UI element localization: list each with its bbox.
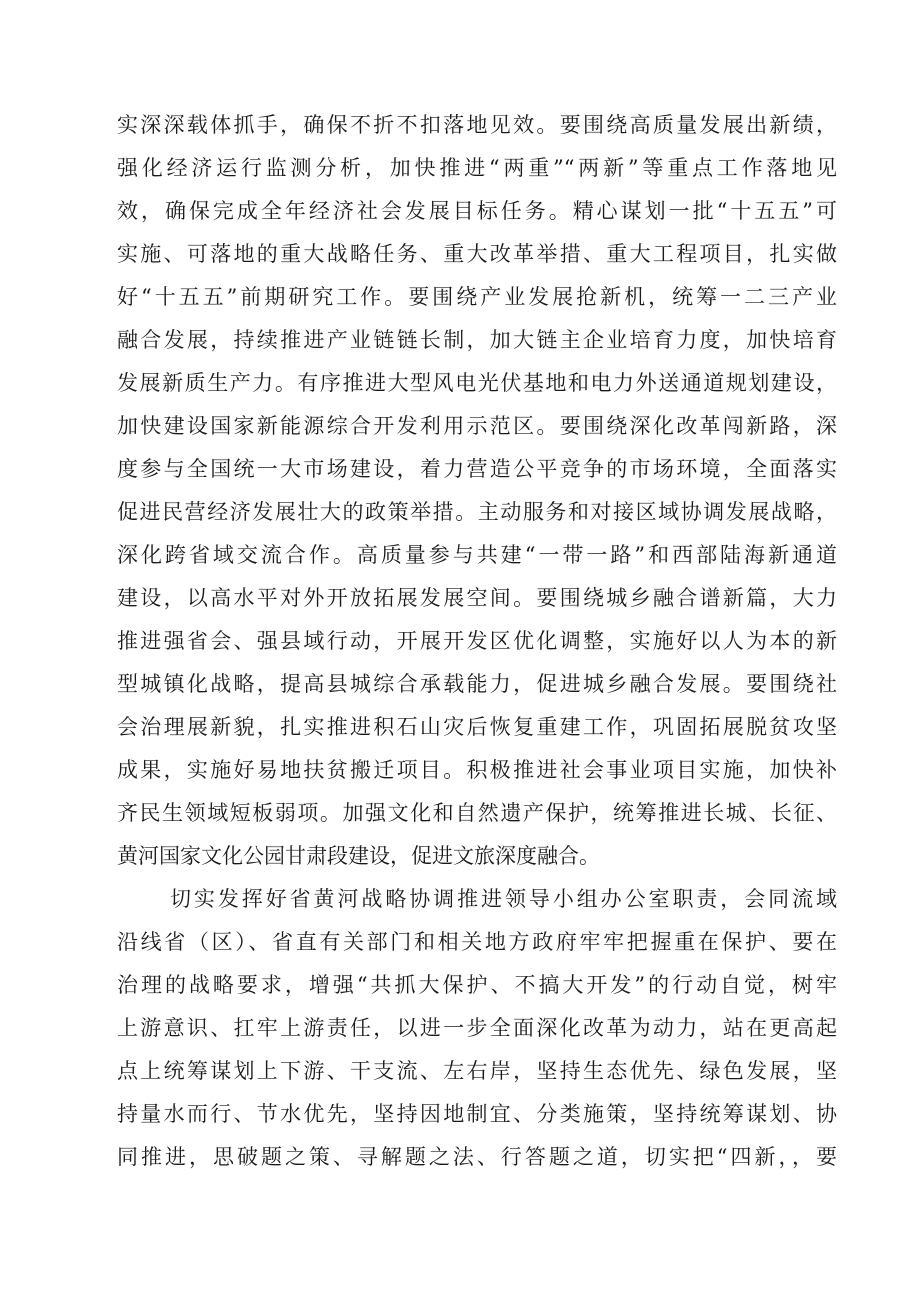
text-line: 实深深载体抓手，确保不折不扣落地见效。要围绕高质量发展出新绩， <box>117 113 837 137</box>
text-line: 推进强省会、强县域行动，开展开发区优化调整，实施好以人为本的新 <box>117 629 837 653</box>
text-line: 沿线省（区）、省直有关部门和相关地方政府牢牢把握重在保护、要在 <box>117 930 837 954</box>
text-line: 点上统筹谋划上下游、干支流、左右岸，坚持生态优先、绿色发展，坚 <box>117 1059 837 1083</box>
body-text <box>117 104 837 1179</box>
text-line: 强化经济运行监测分析，加快推进“两重”“两新”等重点工作落地见 <box>117 156 837 180</box>
text-line: 治理的战略要求，增强“共抓大保护、不搞大开发”的行动自觉，树牢 <box>117 973 837 997</box>
text-line: 加快建设国家新能源综合开发利用示范区。要围绕深化改革闯新路，深 <box>117 414 837 438</box>
text-line: 度参与全国统一大市场建设，着力营造公平竞争的市场环境，全面落实 <box>117 457 837 481</box>
text-line: 融合发展，持续推进产业链链长制，加大链主企业培育力度，加快培育 <box>117 328 837 352</box>
text-line: 持量水而行、节水优先，坚持因地制宜、分类施策，坚持统筹谋划、协 <box>117 1102 837 1126</box>
text-line: 实施、可落地的重大战略任务、重大改革举措、重大工程项目，扎实做 <box>117 242 837 266</box>
text-line: 上游意识、扛牢上游责任，以进一步全面深化改革为动力，站在更高起 <box>117 1016 837 1040</box>
text-line: 黄河国家文化公园甘肃段建设，促进文旅深度融合。 <box>117 844 600 868</box>
text-line: 促进民营经济发展壮大的政策举措。主动服务和对接区域协调发展战略， <box>117 500 837 524</box>
text-line: 会治理展新貌，扎实推进积石山灾后恢复重建工作，巩固拓展脱贫攻坚 <box>117 715 837 739</box>
text-line: 成果，实施好易地扶贫搬迁项目。积极推进社会事业项目实施，加快补 <box>117 758 837 782</box>
text-line: 型城镇化战略，提高县城综合承载能力，促进城乡融合发展。要围绕社 <box>117 672 837 696</box>
paragraph-1 <box>117 104 837 878</box>
text-line: 深化跨省域交流合作。高质量参与共建“一带一路”和西部陆海新通道 <box>117 543 837 567</box>
text-line: 切实发挥好省黄河战略协调推进领导小组办公室职责，会同流域 <box>170 887 837 911</box>
text-line: 好“十五五”前期研究工作。要围绕产业发展抢新机，统筹一二三产业 <box>117 285 837 309</box>
paragraph-2 <box>117 878 837 1179</box>
text-line: 建设，以高水平对外开放拓展发展空间。要围绕城乡融合谱新篇，大力 <box>117 586 837 610</box>
text-line: 同推进，思破题之策、寻解题之法、行答题之道，切实把“四新，，要 <box>117 1145 837 1169</box>
text-line: 发展新质生产力。有序推进大型风电光伏基地和电力外送通道规划建设， <box>117 371 837 395</box>
text-line: 齐民生领域短板弱项。加强文化和自然遗产保护，统筹推进长城、长征、 <box>117 801 837 825</box>
text-line: 效，确保完成全年经济社会发展目标任务。精心谋划一批“十五五”可 <box>117 199 837 223</box>
